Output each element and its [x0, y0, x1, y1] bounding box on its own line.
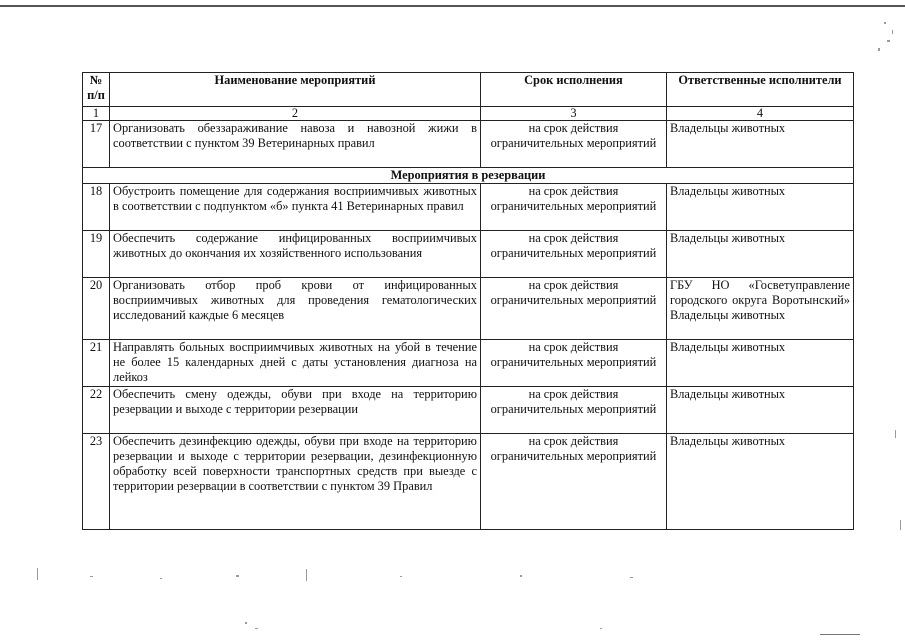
- row-term: на срок действия ограничительных мероприятий: [480, 278, 666, 340]
- row-name: Обустроить помещение для содержания восприимчивых животных в соответствии с подпунктом «б» пункта 41 Ветеринарных правил: [110, 184, 481, 231]
- table-row: [83, 231, 854, 278]
- row-name: Направлять больных восприимчивых животных на убой в течение не более 15 календарных дней с даты установления диагноза на лейкоз: [110, 340, 481, 387]
- row-responsible: [666, 278, 853, 340]
- row-responsible: Владельцы животных: [666, 340, 853, 387]
- scan-top-rule: [0, 5, 905, 7]
- row-num: 22: [83, 387, 110, 434]
- table-row: [83, 278, 854, 340]
- header-name: Наименование мероприятий: [110, 73, 481, 107]
- row-term: на срок действия ограничительных мероприятий: [480, 121, 666, 168]
- row-num: 21: [83, 340, 110, 387]
- responsible-organization: ГБУ НО «Госветуправление городского округа Воротынский»: [669, 278, 850, 307]
- table-row: [83, 121, 854, 168]
- row-name: Обеспечить содержание инфицированных восприимчивых животных до окончания их хозяйственного использования: [110, 231, 481, 278]
- table-row: [83, 340, 854, 387]
- row-name: Организовать обеззараживание навоза и навозной жижи в соответствии с пунктом 39 Ветеринарных правил: [110, 121, 481, 168]
- column-index-cell: 1: [83, 107, 110, 121]
- header-responsible: Ответственные исполнители: [666, 73, 853, 107]
- column-index-cell: 4: [666, 107, 853, 121]
- row-term: на срок действия ограничительных мероприятий: [480, 184, 666, 231]
- header-num: № п/п: [83, 73, 110, 107]
- row-responsible: Владельцы животных: [666, 121, 853, 168]
- row-term: на срок действия ограничительных мероприятий: [480, 434, 666, 530]
- section-header-row: [83, 168, 854, 184]
- row-num: 20: [83, 278, 110, 340]
- row-num: 17: [83, 121, 110, 168]
- row-num: 18: [83, 184, 110, 231]
- row-name: Обеспечить дезинфекцию одежды, обуви при входе на территорию резервации и выходе с территории резервации, дезинфекционную обработку всей поверхности транспортных средств при выезде с территории резервации в соответствии с пунктом 39 Правил: [110, 434, 481, 530]
- column-index-cell: 3: [480, 107, 666, 121]
- row-responsible: Владельцы животных: [666, 184, 853, 231]
- row-num: 23: [83, 434, 110, 530]
- row-term: на срок действия ограничительных мероприятий: [480, 231, 666, 278]
- row-num: 19: [83, 231, 110, 278]
- row-term: на срок действия ограничительных мероприятий: [480, 387, 666, 434]
- row-name: Обеспечить смену одежды, обуви при входе на территорию резервации и выходе с территории резервации: [110, 387, 481, 434]
- row-term: на срок действия ограничительных мероприятий: [480, 340, 666, 387]
- row-responsible: Владельцы животных: [666, 387, 853, 434]
- measures-table: [82, 72, 854, 530]
- column-index-row: [83, 107, 854, 121]
- table-row: [83, 434, 854, 530]
- responsible-owners: Владельцы животных: [669, 308, 786, 322]
- section-title: Мероприятия в резервации: [83, 168, 854, 184]
- column-index-cell: 2: [110, 107, 481, 121]
- row-name: Организовать отбор проб крови от инфицированных восприимчивых животных для проведения гематологических исследований каждые 6 месяцев: [110, 278, 481, 340]
- table-row: [83, 387, 854, 434]
- header-term: Срок исполнения: [480, 73, 666, 107]
- table-header-row: [83, 73, 854, 107]
- table-row: [83, 184, 854, 231]
- row-responsible: Владельцы животных: [666, 231, 853, 278]
- row-responsible: Владельцы животных: [666, 434, 853, 530]
